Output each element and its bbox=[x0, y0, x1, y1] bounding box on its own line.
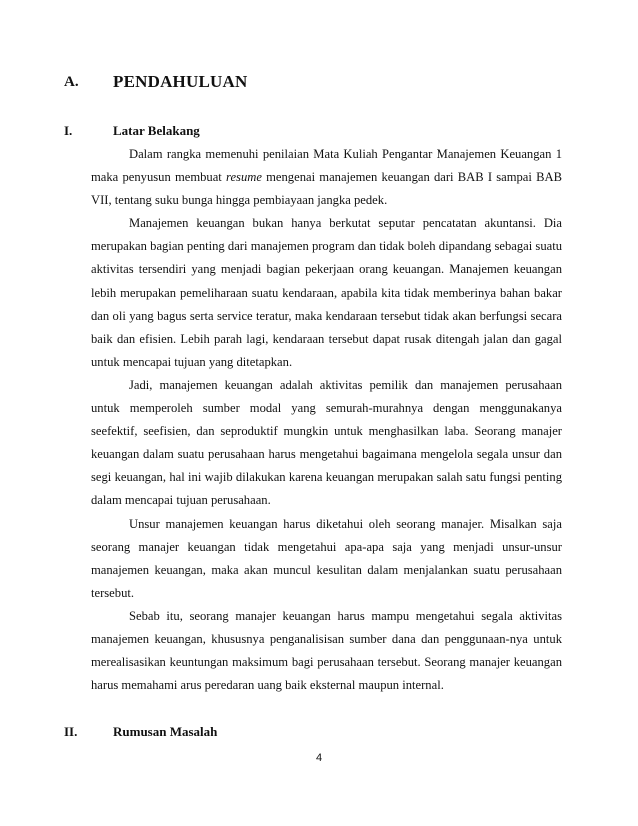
paragraph-2: Manajemen keuangan bukan hanya berkutat seputar pencatatan akuntansi. Dia merupakan bagian penting dari manajemen program dan tidak boleh dipandang sebagai suatu aktivitas tersendiri yang menjadi bagian pekerjaan orang keuangan. Manajemen keuangan lebih merupakan pemeliharaan suatu kendaraan, apabila kita tidak memberinya bahan bakar dan oli yang bagus serta service teratur, maka kendaraan tersebut tidak akan berfungsi secara baik dan efisien. Lebih parah lagi, kendaraan tersebut dapat rusak ditengah jalan dan gagal untuk mencapai tujuan yang ditetapkan. bbox=[91, 216, 562, 369]
paragraph-5: Sebab itu, seorang manajer keuangan harus mampu mengetahui segala aktivitas manajemen keuangan, khususnya penganalisisan sumber dana dan penggunaan-nya untuk merealisasikan keuntungan maksimum bagi perusahaan tersebut. Seorang manajer keuangan harus memahami arus peredaran uang baik eksternal maupun internal. bbox=[91, 608, 562, 693]
page-number: 4 bbox=[315, 752, 323, 764]
paragraph-3: Jadi, manajemen keuangan adalah aktivitas pemilik dan manajemen perusahaan untuk memperoleh sumber modal yang semurah-murahnya dengan menggunakanya seefektif, seefisien, dan seproduktif mungkin untuk menghasilkan laba. Seorang manajer keuangan dalam suatu perusahaan harus mengetahui bagaimana mengelola segala unsur dan segi keuangan, hal ini wajib dilakukan karena keuangan merupakan salah satu fungsi penting dalam mencapai tujuan perusahaan. bbox=[91, 377, 562, 508]
section-a-title: PENDAHULUAN bbox=[113, 72, 248, 91]
subsection-2-label: II. bbox=[64, 724, 78, 739]
subsection-1-title: Latar Belakang bbox=[113, 123, 200, 138]
italic-term: resume bbox=[226, 170, 262, 185]
subsection-1-label: I. bbox=[64, 123, 73, 138]
subsection-2-title: Rumusan Masalah bbox=[113, 724, 218, 739]
paragraph-4: Unsur manajemen keuangan harus diketahui oleh seorang manajer. Misalkan saja seorang manajer keuangan tidak mengetahui apa-apa saja yang menjadi unsur-unsur manajemen keuangan, maka akan muncul kesulitan dalam menjalankan suatu perusahaan tersebut. bbox=[91, 516, 562, 600]
paragraph-1: Dalam rangka memenuhi penilaian Mata Kuliah Pengantar Manajemen Keuangan 1 maka penyusun membuat resume mengenai manajemen keuangan dari BAB I sampai BAB VII, tentang suku bunga hingga pembiayaan jangka pedek. bbox=[91, 147, 562, 208]
section-a-label: A. bbox=[64, 74, 79, 90]
body-text bbox=[91, 143, 562, 697]
